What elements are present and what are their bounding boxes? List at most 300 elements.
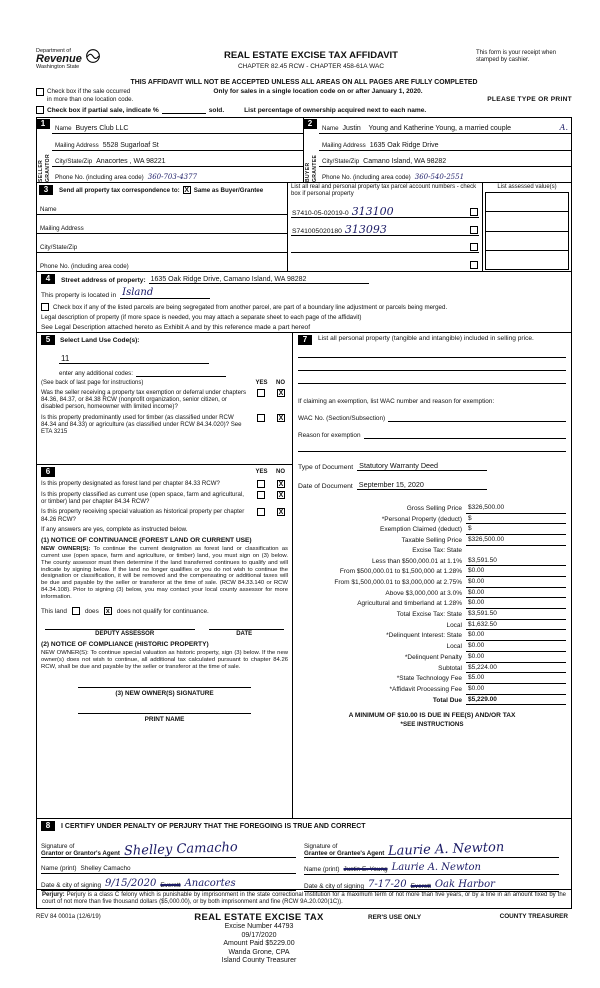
yes-no-header bbox=[254, 380, 288, 386]
money-row-taxable-selling-price bbox=[298, 535, 566, 546]
notice-compliance-text: NEW OWNER(S): To continue special valuation as historic property, sign (3) below. If the new owner(s) does not wish to continue, all additional tax calculated pursuant to chapter 84.26 RCW, shall be due and payable by the seller or transferor at the time of sale. bbox=[41, 650, 288, 670]
money-value: $0.00 bbox=[466, 652, 566, 663]
s6-q1-boxes bbox=[254, 480, 288, 488]
buyer-name-handwritten-annotation: A. bbox=[559, 123, 568, 133]
assessed-value-cell[interactable] bbox=[485, 231, 569, 251]
s6-q1-text: Is this property designated as forest land per chapter 84.33 RCW? bbox=[41, 480, 220, 487]
correspondence-phone-row[interactable] bbox=[37, 253, 287, 271]
personal-property-field[interactable] bbox=[298, 345, 566, 358]
receipt-note: This form is your receipt when stamped by cashier. bbox=[476, 50, 557, 63]
parcel-number-handwritten: 313093 bbox=[344, 222, 387, 236]
no-label: NO bbox=[276, 380, 285, 386]
deputy-assessor-signature-field[interactable] bbox=[45, 629, 195, 630]
money-label: Total Excise Tax: State bbox=[396, 611, 462, 619]
date-label: DATE bbox=[236, 631, 253, 638]
logo-revenue-text: Revenue bbox=[36, 53, 82, 65]
money-row-tier-2 bbox=[298, 566, 566, 577]
partial-sale-label: Check box if partial sale, indicate % bbox=[47, 107, 159, 114]
form-header bbox=[36, 48, 572, 78]
grantee-print-name-row bbox=[304, 862, 559, 875]
stamp-excise-number: Excise Number 44793 bbox=[224, 923, 294, 930]
signature-columns bbox=[41, 834, 567, 892]
money-row-tier-1 bbox=[298, 556, 566, 567]
section-5-badge: 5 bbox=[41, 335, 55, 345]
partial-sale-row bbox=[36, 106, 572, 114]
s6-q2-yes-checkbox[interactable] bbox=[257, 491, 265, 499]
seller-city-label: City/State/Zip bbox=[55, 157, 93, 165]
document-date-label: Date of Document bbox=[298, 483, 353, 490]
treasurer-stamp bbox=[154, 912, 364, 966]
grantor-signature-row bbox=[41, 834, 296, 858]
money-label: *Delinquent Penalty bbox=[404, 653, 462, 661]
buyer-city-label: City/State/Zip bbox=[322, 157, 360, 165]
assessed-value-cell[interactable] bbox=[485, 211, 569, 231]
seller-phone-label: Phone No. (including area code) bbox=[55, 174, 144, 181]
money-value: $0.00 bbox=[466, 684, 566, 695]
wac-field[interactable] bbox=[388, 414, 566, 422]
money-row-personal-property-deduct bbox=[298, 514, 566, 525]
additional-codes-row bbox=[59, 369, 288, 377]
warning-line: THIS AFFIDAVIT WILL NOT BE ACCEPTED UNLESS ALL AREAS ON ALL PAGES ARE FULLY COMPLETED bbox=[130, 79, 478, 86]
section-5-land-use bbox=[37, 333, 292, 465]
deputy-assessor-labels bbox=[41, 631, 288, 637]
wac-row bbox=[298, 414, 566, 422]
grantee-signature-row bbox=[304, 834, 559, 858]
seller-side-strip bbox=[37, 118, 52, 182]
question-row bbox=[41, 508, 288, 522]
grantee-signature-label bbox=[304, 843, 384, 857]
buyer-address-row bbox=[319, 134, 571, 150]
multi-location-line1: Check box if the sale occurred bbox=[47, 88, 131, 95]
only-for-line: Only for sales in a single location code on or after January 1, 2020. bbox=[213, 88, 423, 95]
question-row bbox=[41, 491, 288, 505]
document-type-label: Type of Document bbox=[298, 464, 354, 471]
grantee-city-struck: Everett bbox=[410, 883, 431, 890]
section-2-badge: 2 bbox=[303, 119, 317, 129]
does-label: does bbox=[84, 607, 99, 615]
located-in-value-handwritten: Island bbox=[120, 287, 210, 299]
section-6-header bbox=[41, 467, 288, 477]
s6-q2-text: Is this property classified as current use (open space, farm and agricultural, or timber) land per chapter 84.34 RCW? bbox=[41, 491, 244, 506]
if-yes-note: If any answers are yes, complete as instructed below. bbox=[41, 525, 188, 533]
yes-label: YES bbox=[255, 469, 268, 475]
personal-property-label: List all personal property (tangible and intangible) included in selling price. bbox=[318, 335, 534, 342]
section-3-tax-correspondence bbox=[36, 182, 572, 272]
located-in-row bbox=[41, 287, 567, 299]
print-name-label: PRINT NAME bbox=[144, 715, 185, 723]
s5-q2-yes-checkbox[interactable] bbox=[257, 414, 265, 422]
money-row-total-due bbox=[298, 695, 566, 706]
stamp-date: 09/17/2020 bbox=[241, 931, 277, 939]
personal-property-checkbox[interactable] bbox=[470, 261, 478, 269]
please-type-label: PLEASE TYPE OR PRINT bbox=[487, 96, 572, 103]
buyer-city-row bbox=[319, 151, 571, 167]
parcel-row-blank[interactable] bbox=[291, 236, 479, 254]
segregated-label: Check box if any of the listed parcels are being segregated from another parcel, are part of a boundary line adjustment or parcels being merged. bbox=[53, 303, 448, 311]
money-label: *Personal Property (deduct) bbox=[381, 515, 462, 523]
grantee-signature-column bbox=[304, 834, 567, 892]
money-value: $1,632.50 bbox=[466, 620, 566, 631]
seller-name-value: Buyers Club LLC bbox=[75, 125, 129, 133]
see-back-note: (See back of last page for instructions) bbox=[41, 380, 144, 386]
name-print-label: Name (print) bbox=[304, 866, 340, 873]
s6-q1-yes-checkbox[interactable] bbox=[257, 480, 265, 488]
grantor-date-handwritten: 9/15/2020 bbox=[105, 878, 157, 889]
buyer-phone-row bbox=[319, 167, 571, 182]
money-row-excise-tax-state bbox=[298, 546, 566, 556]
money-value: $326,500.00 bbox=[466, 535, 566, 546]
section-8-badge: 8 bbox=[41, 821, 55, 831]
print-name-field[interactable] bbox=[78, 713, 251, 714]
s5-q2-boxes bbox=[254, 414, 288, 436]
money-label: *Affidavit Processing Fee bbox=[389, 685, 462, 693]
personal-property-checkbox[interactable] bbox=[470, 208, 478, 216]
s5-q1-boxes bbox=[254, 389, 288, 411]
partial-sale-checkbox[interactable] bbox=[36, 106, 44, 114]
grantor-print-name-value: Shelley Camacho bbox=[80, 865, 131, 872]
grantor-signature-label bbox=[41, 843, 120, 857]
money-label: From $500,000.01 to $1,500,000 at 1.28% bbox=[339, 568, 462, 576]
seller-phone-row bbox=[52, 167, 303, 182]
stamp-amount-paid: Amount Paid $5229.00 bbox=[223, 940, 295, 948]
new-owner-signature-field[interactable] bbox=[78, 687, 251, 688]
notice-continuance-text bbox=[41, 546, 288, 601]
personal-property-header bbox=[298, 335, 566, 345]
correspondence-address-row[interactable] bbox=[37, 215, 287, 234]
assessed-values-column bbox=[483, 183, 571, 271]
multi-location-label bbox=[47, 88, 133, 103]
county-treasurer-label: COUNTY TREASURER bbox=[499, 913, 568, 920]
no-label: NO bbox=[276, 469, 285, 475]
s6-q3-yes-checkbox[interactable] bbox=[257, 508, 265, 516]
deputy-assessor-sign-line bbox=[41, 629, 288, 630]
buyer-role-word1: BUYER bbox=[305, 162, 311, 182]
seller-address-row bbox=[52, 134, 303, 150]
section-6-designations bbox=[37, 465, 292, 818]
street-address-row bbox=[41, 274, 567, 284]
perjury-notice bbox=[36, 889, 572, 909]
stamp-treasurer-name: Wanda Grone, CPA bbox=[228, 948, 290, 956]
money-label: Less than $500,000.01 at 1.1% bbox=[372, 557, 462, 565]
money-row-affidavit-processing-fee bbox=[298, 684, 566, 695]
correspondence-city-row[interactable] bbox=[37, 234, 287, 253]
correspondence-label: Send all property tax correspondence to: bbox=[59, 186, 180, 194]
section-6-badge: 6 bbox=[41, 467, 55, 477]
buyer-name-value: Justin Young and Katherine Young, a married couple bbox=[342, 125, 512, 133]
parcel-row bbox=[291, 200, 479, 218]
buyer-name-row bbox=[319, 118, 571, 134]
segregated-row bbox=[41, 303, 567, 311]
certification-header bbox=[41, 821, 567, 831]
section-7-badge: 7 bbox=[298, 335, 312, 345]
excise-tax-computation bbox=[298, 503, 566, 705]
date-city-label: Date & city of signing bbox=[41, 882, 102, 889]
section-7-selling-price bbox=[293, 333, 571, 818]
s6-q3-text: Is this property receiving special valuation as historical property per chapter 84.26 RCW? bbox=[41, 508, 245, 523]
dor-logo bbox=[36, 48, 146, 78]
sold-label: sold. bbox=[208, 107, 225, 114]
form-title: REAL ESTATE EXCISE TAX AFFIDAVIT bbox=[223, 50, 398, 61]
land-use-header bbox=[41, 335, 288, 345]
buyer-address-label: Mailing Address bbox=[322, 141, 366, 149]
money-label: *State Technology Fee bbox=[396, 675, 462, 683]
treasurers-use-only-label: RER'S USE ONLY bbox=[368, 914, 422, 921]
money-value: $0.00 bbox=[466, 588, 566, 599]
section-8-certification bbox=[36, 818, 572, 890]
s5-q1-yes-checkbox[interactable] bbox=[257, 389, 265, 397]
assessed-value-cell[interactable] bbox=[485, 250, 569, 270]
s5-q1-no-checkbox[interactable]: X bbox=[278, 390, 284, 397]
see-back-row bbox=[41, 380, 288, 386]
money-row-tier-4 bbox=[298, 588, 566, 599]
parcel-row-blank[interactable] bbox=[291, 253, 479, 270]
signature-of-label: Signature of bbox=[304, 843, 338, 850]
multi-location-row bbox=[36, 88, 176, 103]
money-value: $3,591.50 bbox=[466, 556, 566, 567]
section-4-badge: 4 bbox=[41, 274, 55, 284]
grantor-date-city-row bbox=[41, 878, 296, 891]
reason-field-extra[interactable] bbox=[298, 439, 566, 452]
parcel-number-typed: S7410-05-02019-0 bbox=[292, 209, 349, 217]
continuance-qualify-row bbox=[41, 607, 288, 615]
document-type-value: Statutory Warranty Deed bbox=[357, 461, 487, 471]
location-code-band bbox=[36, 88, 572, 103]
left-column bbox=[37, 333, 293, 818]
multi-location-checkbox[interactable] bbox=[36, 88, 44, 96]
grantee-print-name-handwritten: Laurie A. Newton bbox=[391, 862, 481, 873]
money-value: $0.00 bbox=[466, 630, 566, 641]
personal-property-field[interactable] bbox=[298, 358, 566, 371]
yes-label: YES bbox=[255, 380, 268, 386]
grantee-city-handwritten: Oak Harbor bbox=[434, 879, 495, 890]
money-value: $0.00 bbox=[466, 641, 566, 652]
document-date-row bbox=[298, 480, 566, 490]
parcel-row bbox=[291, 218, 479, 236]
seller-name-label: Name bbox=[55, 125, 72, 133]
stamp-title: REAL ESTATE EXCISE TAX bbox=[194, 912, 324, 923]
date-city-label: Date & city of signing bbox=[304, 883, 365, 890]
buyer-address-value: 1635 Oak Ridge Drive bbox=[369, 141, 439, 149]
document-date-value: September 15, 2020 bbox=[357, 480, 487, 490]
deputy-assessor-label: DEPUTY ASSESSOR bbox=[95, 631, 155, 638]
buyer-role-word2: GRANTEE bbox=[312, 154, 318, 182]
question-row bbox=[41, 414, 288, 436]
money-label: Total Due bbox=[432, 696, 462, 704]
section-1-badge: 1 bbox=[36, 119, 50, 129]
personal-property-checkbox[interactable] bbox=[470, 243, 478, 251]
money-label: Excise Tax: State bbox=[412, 546, 462, 554]
money-value[interactable]: $ bbox=[466, 524, 566, 535]
personal-property-field[interactable] bbox=[298, 371, 566, 384]
wac-label: WAC No. (Section/Subsection) bbox=[298, 415, 386, 422]
title-block bbox=[146, 48, 476, 78]
money-label: Subtotal bbox=[438, 664, 462, 672]
exemption-label: If claiming an exemption, list WAC number and reason for exemption: bbox=[298, 398, 495, 405]
grantee-name-struck: Justin E. Young bbox=[343, 866, 388, 873]
grantee-date-city-row bbox=[304, 879, 559, 892]
logo-dept-text: Department of bbox=[36, 48, 71, 54]
sections-5-6-7 bbox=[36, 332, 572, 819]
correspondence-column bbox=[37, 183, 287, 271]
money-row-subtotal bbox=[298, 663, 566, 674]
money-value: $0.00 bbox=[466, 598, 566, 609]
new-owners-lead: NEW OWNER(S): bbox=[41, 545, 91, 552]
seller-name-row bbox=[52, 118, 303, 134]
minimum-fee-note: A MINIMUM OF $10.00 IS DUE IN FEE(S) AND/OR TAX bbox=[348, 712, 516, 720]
certify-statement: I CERTIFY UNDER PENALTY OF PERJURY THAT THE FOREGOING IS TRUE AND CORRECT bbox=[61, 822, 366, 830]
money-label: Taxable Selling Price bbox=[401, 537, 462, 545]
stamp-treasurer-title: Island County Treasurer bbox=[221, 957, 297, 965]
dor-logo-text bbox=[36, 48, 82, 78]
name-print-label: Name (print) bbox=[41, 865, 77, 872]
partial-sale-percent-field[interactable] bbox=[162, 106, 206, 114]
multi-location-line2: in more than one location code. bbox=[47, 95, 134, 103]
does-not-qualify-checkbox[interactable]: x bbox=[104, 607, 112, 615]
correspondence-name-label: Name bbox=[40, 206, 57, 213]
additional-codes-field[interactable] bbox=[136, 369, 226, 377]
money-value: $0.00 bbox=[466, 566, 566, 577]
money-value: $5,224.00 bbox=[466, 663, 566, 674]
correspondence-city-label: City/State/Zip bbox=[40, 244, 78, 251]
grantor-print-name-row bbox=[41, 862, 296, 874]
does-qualify-checkbox[interactable] bbox=[72, 607, 80, 615]
s5-q2-no-checkbox[interactable]: X bbox=[278, 414, 284, 422]
ownership-label: List percentage of ownership acquired next to each name. bbox=[244, 107, 427, 114]
money-value[interactable]: $ bbox=[466, 514, 566, 525]
land-use-label: Select Land Use Code(s): bbox=[60, 336, 140, 344]
seller-role-labels bbox=[38, 129, 51, 182]
money-row-total-excise-local bbox=[298, 620, 566, 631]
buyer-role-labels bbox=[305, 129, 318, 182]
notice-continuance-title: (1) NOTICE OF CONTINUANCE (FOREST LAND OR CURRENT USE) bbox=[41, 536, 252, 544]
section-3-badge: 3 bbox=[39, 185, 53, 195]
personal-property-checkbox[interactable] bbox=[470, 226, 478, 234]
buyer-phone-label: Phone No. (including area code) bbox=[322, 174, 411, 181]
seller-role-word1: SELLER bbox=[38, 159, 44, 182]
money-row-delinquent-interest-local bbox=[298, 641, 566, 652]
located-in-label: This property is located in bbox=[41, 292, 117, 299]
logo-state-text: Washington State bbox=[36, 64, 80, 70]
money-label: Gross Selling Price bbox=[406, 505, 462, 512]
money-row-gross-selling-price bbox=[298, 503, 566, 514]
this-land-label: This land bbox=[41, 607, 67, 615]
form-revision-number: REV 84 0001a (12/6/19) bbox=[36, 914, 101, 920]
s6-q1-no-checkbox[interactable]: X bbox=[278, 481, 284, 488]
seller-phone-value: 360-703-4377 bbox=[147, 173, 198, 181]
street-address-value: 1635 Oak Ridge Drive, Camano Island, WA 98282 bbox=[149, 276, 369, 284]
money-row-tier-3 bbox=[298, 577, 566, 588]
money-row-delinquent-interest-state bbox=[298, 630, 566, 641]
dor-swirl-icon bbox=[85, 48, 101, 64]
reason-field[interactable] bbox=[364, 431, 566, 439]
parties-section bbox=[36, 117, 572, 183]
form-chapter: CHAPTER 82.45 RCW - CHAPTER 458-61A WAC bbox=[237, 63, 385, 70]
money-value: $5,229.00 bbox=[466, 695, 566, 706]
document-type-row bbox=[298, 461, 566, 471]
seller-fields bbox=[52, 118, 303, 182]
money-value: $0.00 bbox=[466, 577, 566, 588]
assessed-values-header: List assessed value(s) bbox=[497, 184, 557, 190]
money-label: Local bbox=[446, 621, 462, 629]
buyer-grantee-box bbox=[304, 117, 572, 183]
seller-address-value: 5528 Sugarloaf St bbox=[102, 141, 159, 149]
signature-of-label: Signature of bbox=[41, 843, 75, 850]
s6-q2-boxes bbox=[254, 491, 288, 505]
question-row bbox=[41, 480, 288, 488]
parcel-number-typed: S741005020180 bbox=[292, 227, 342, 235]
grantor-city-struck: Everett bbox=[160, 882, 181, 889]
street-address-label: Street address of property: bbox=[61, 277, 146, 284]
same-as-buyer-label: Same as Buyer/Grantee bbox=[193, 186, 264, 194]
money-label: Local bbox=[446, 643, 462, 651]
s5-q2-text: Is this property predominantly used for timber (as classified under RCW 84.34 and 84.33) or agriculture (as classified under RCW 84.34.020)? See ETA 3215 bbox=[41, 413, 242, 436]
perjury-text: Perjury is a class C felony which is punishable by imprisonment in the state correctional institution for a maximum term of not more than five years, or by a fine in an amount fixed by the court of not more than five thousand dollars ($5,000.00), or by both imprisonment and fine (RCW 9A.20.020(1C)). bbox=[42, 892, 566, 905]
buyer-side-strip bbox=[304, 118, 319, 182]
grantor-city-handwritten: Anacortes bbox=[184, 878, 236, 889]
money-row-total-excise-state bbox=[298, 609, 566, 620]
legal-description-value: See Legal Description attached hereto as Exhibit A and by this reference made a part hereof bbox=[41, 324, 311, 331]
seller-address-label: Mailing Address bbox=[55, 141, 99, 149]
assessed-value-cell[interactable] bbox=[485, 192, 569, 212]
grantee-date-handwritten: 7-17-20 bbox=[368, 879, 407, 890]
s5-q1-text: Was the seller receiving a property tax exemption or deferral under chapters 84.36, 84.37, or 84.38 RCW (nonprofit organization, senior citizen, or disabled person, homeowner with limited income)? bbox=[41, 389, 247, 411]
money-row-delinquent-penalty bbox=[298, 652, 566, 663]
grantor-signature-handwritten[interactable]: Shelley Camacho bbox=[123, 840, 238, 859]
money-value: $3,591.50 bbox=[466, 609, 566, 620]
does-not-label: does not qualify for continuance. bbox=[116, 607, 209, 615]
new-owner-signature-label: (3) NEW OWNER(S) SIGNATURE bbox=[115, 689, 214, 697]
money-label: Above $3,000,000 at 3.0% bbox=[385, 589, 462, 597]
grantee-signature-handwritten[interactable]: Laurie A. Newton bbox=[388, 839, 505, 860]
yes-no-header bbox=[254, 469, 288, 475]
question-row bbox=[41, 389, 288, 411]
see-instructions-note: *SEE INSTRUCTIONS bbox=[400, 721, 464, 729]
land-use-code-value[interactable]: 11 bbox=[59, 354, 209, 364]
money-label: *Delinquent Interest: State bbox=[386, 632, 462, 640]
s6-q2-no-checkbox[interactable]: X bbox=[278, 492, 284, 499]
grantor-signature-column bbox=[41, 834, 304, 892]
seller-grantor-box bbox=[36, 117, 304, 183]
land-use-code-row bbox=[59, 348, 288, 366]
buyer-phone-value: 360-540-2551 bbox=[414, 173, 465, 181]
correspondence-address-label: Mailing Address bbox=[40, 225, 84, 232]
s6-q3-no-checkbox[interactable]: X bbox=[278, 509, 284, 517]
legal-description-label: Legal description of property (if more space is needed, you may attach a separate sheet to each page of the affidavit) bbox=[41, 314, 362, 321]
same-as-buyer-checkbox[interactable]: X bbox=[184, 187, 190, 194]
segregated-checkbox[interactable] bbox=[41, 303, 49, 311]
seller-city-value: Anacortes , WA 98221 bbox=[96, 157, 166, 165]
money-value: $326,500.00 bbox=[466, 503, 566, 514]
buyer-city-value: Camano Island, WA 98282 bbox=[363, 157, 447, 165]
deputy-assessor-date-field[interactable] bbox=[209, 629, 284, 630]
correspondence-phone-label: Phone No. (including area code) bbox=[40, 263, 129, 270]
correspondence-name-row[interactable] bbox=[37, 196, 287, 215]
reason-row bbox=[298, 431, 566, 439]
seller-city-row bbox=[52, 151, 303, 167]
parcel-header: List all real and personal property tax parcel account numbers - check box if personal property bbox=[291, 184, 477, 197]
money-row-agricultural bbox=[298, 598, 566, 609]
money-value: $5.00 bbox=[466, 673, 566, 684]
money-row-state-technology-fee bbox=[298, 673, 566, 684]
money-label: Agricultural and timberland at 1.28% bbox=[357, 600, 462, 608]
grantor-agent-label: Grantor or Grantor's Agent bbox=[41, 850, 120, 857]
money-label: From $1,500,000.01 to $3,000,000 at 2.75% bbox=[334, 578, 462, 586]
perjury-lead: Perjury: bbox=[42, 892, 65, 898]
notice-continuance-body: To continue the current designation as forest land or classification as current use (open space, farm and agriculture, or timber) land, you must sign on (3) below. The county assessor must then determine if the land transferred continues to qualify and will indicate by signing below. If the land no longer qualifies or you do not wish to continue the designation or classification, it will be removed and the compensating or additional taxes will be due and payable by the seller or transferor at the time of sale. (RCW 84.33.140 or RCW 84.34.108). Prior to signing (3) below, you may contact your local county assessor for more information. bbox=[41, 545, 288, 601]
buyer-fields bbox=[319, 118, 571, 182]
additional-codes-label: enter any additional codes: bbox=[59, 370, 133, 377]
buyer-name-label: Name bbox=[322, 125, 339, 133]
